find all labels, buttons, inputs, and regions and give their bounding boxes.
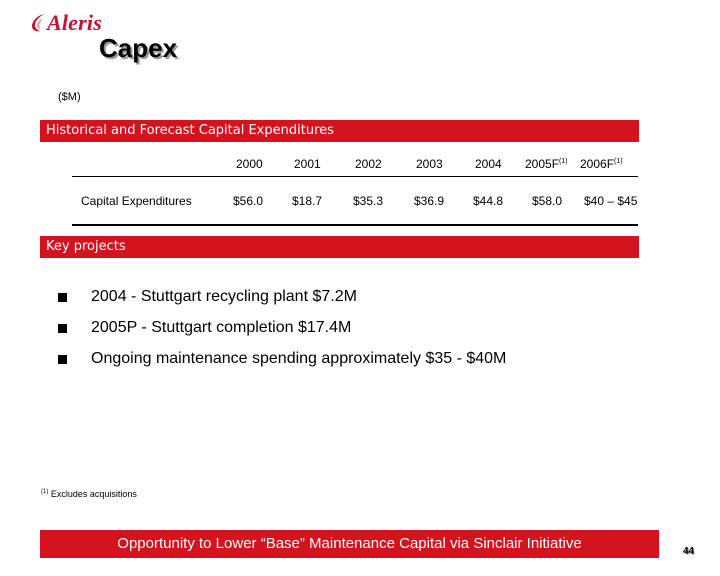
- table-rule-top: [72, 176, 638, 177]
- bullet-item: 2004 - Stuttgart recycling plant $7.2M: [91, 288, 357, 305]
- table-cell-2004: $44.8: [473, 194, 504, 208]
- bullet-item: 2005P - Stuttgart completion $17.4M: [91, 319, 352, 336]
- table-header-2003: 2003: [416, 157, 443, 171]
- table-header-2001: 2001: [294, 157, 321, 171]
- aleris-logo-icon: [30, 12, 46, 34]
- section-banner-key-projects: Key projects: [40, 236, 639, 258]
- table-cell-2006f: $40 – $45: [584, 194, 638, 208]
- page-number: 44: [683, 546, 695, 557]
- page-title: Capex: [99, 33, 178, 63]
- table-header-2005f: $2005F^{(1)}$: [525, 157, 568, 171]
- table-header-2002: 2002: [355, 157, 382, 171]
- table-cell-2003: $36.9: [414, 194, 445, 208]
- table-row-label: Capital Expenditures: [81, 194, 192, 208]
- footnote-marker: (1): [41, 489, 49, 495]
- table-header-2006f: $2006F^{(1)}$: [580, 157, 623, 171]
- aleris-logo-text: Aleris: [47, 10, 102, 35]
- footnote-text: Excludes acquisitions: [50, 489, 137, 499]
- footnote: [41, 489, 137, 499]
- table-cell-2002: $35.3: [353, 194, 384, 208]
- bottom-banner: Opportunity to Lower “Base” Maintenance Capital via Sinclair Initiative: [40, 530, 659, 558]
- table-rule-bottom: [72, 224, 638, 226]
- bullet-item: Ongoing maintenance spending approximately $35 - $40M: [91, 350, 507, 367]
- footnote-marker: (1): [559, 158, 568, 165]
- table-header-2004: 2004: [475, 157, 502, 171]
- bullet-icon: [58, 293, 67, 302]
- bullet-icon: [58, 355, 67, 364]
- table-cell-2005f: $58.0: [532, 194, 563, 208]
- bullet-icon: [58, 324, 67, 333]
- table-cell-2000: $56.0: [233, 194, 264, 208]
- unit-label: ($M): [58, 91, 81, 103]
- section-banner-historical: Historical and Forecast Capital Expenditures: [40, 120, 639, 142]
- table-cell-2001: $18.7: [292, 194, 323, 208]
- aleris-logo: [30, 8, 102, 38]
- table-header-2000: 2000: [236, 157, 263, 171]
- footnote-marker: (1): [614, 158, 623, 165]
